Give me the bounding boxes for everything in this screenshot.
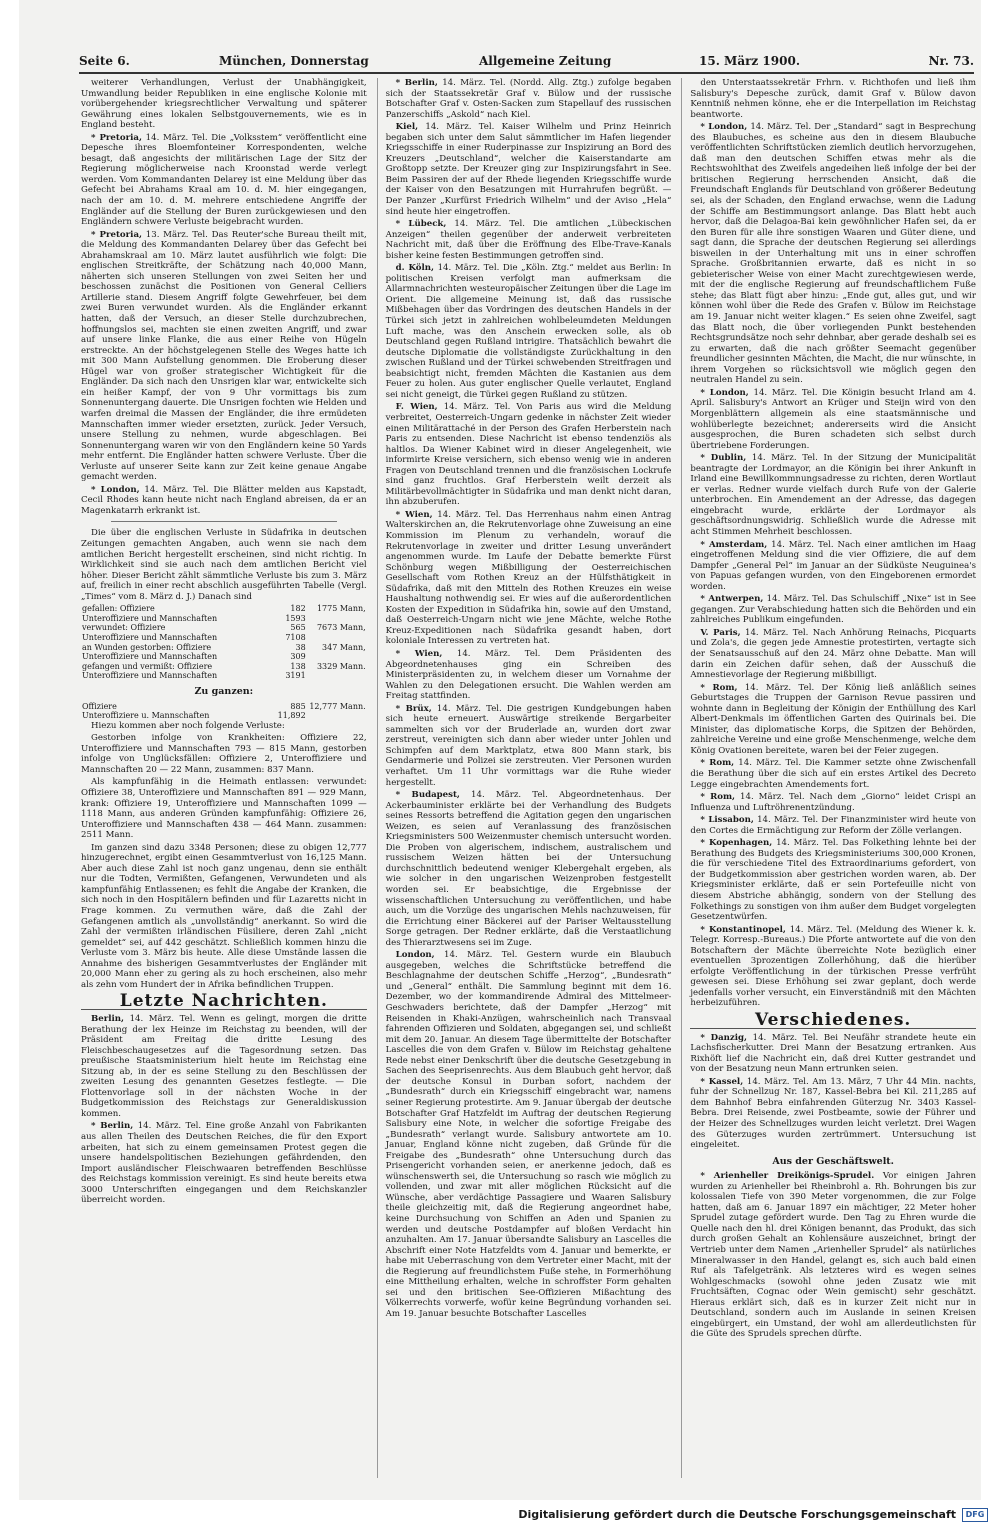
table-cell [307,633,367,643]
article-text: weiterer Verhandlungen, Verlust der Unabhängigkeit, Umwandlung beider Republiken in eine englische Kolonie mit vorübergehender kriegsrechtlicher Verwaltung und späterer Gewährung eines lokalen Selbstgouvernements, wie es in England besteht. [81,78,367,131]
article [386,219,672,261]
article [690,1033,976,1075]
issue-date: 15. März 1900. [699,54,801,68]
dateline: * Danzig, [700,1032,748,1043]
article [386,122,672,217]
dateline: * Wien, [395,648,443,659]
table-cell: Unteroffiziere und Mannschaften [82,613,218,623]
dateline: * Konstantinopel, [700,924,786,935]
table-cell: an Wunden gestorben: Offiziere [82,642,212,652]
table-cell: 565 [290,623,306,633]
totals-table [81,702,367,721]
table-cell [307,652,367,662]
article [386,263,672,400]
table-row [81,614,367,624]
dateline: * Antwerpen, [700,594,764,605]
dateline: * Pretoria, [91,229,143,240]
article-text: 14. März. Tel. Der „Standard“ sagt in Besprechung des Blaubuches, es scheine aus den in diesem Blaubuche veröffentlichten Schriftstücken ziemlich deutlich hervorzugehen, daß man den deutschen Schiffen etwas mehr als die Rechtswohlthat des Zweifels angedeihen ließ infolge der bei der britischen Regierung herrschenden Ansicht, daß die Freundschaft Englands für Deutschland von größerer Bedeutung sei, als der Schaden, den England erwachse, wenn die Ladung der Schiffe am Bestimmungsort anlange. Das Blatt hebt auch hervor, daß die Delagoa-Bai kein gewöhnlicher Hafen sei, da er den Buren für alle ihre sonstigen Waaren und Güter diene, und sagt dann, die Sprache der deutschen Regierung sei allerdings bisweilen in der Unterhaltung mit uns in einer schroffen Sprache. Großbritannien erwarte, daß es nicht in so gebieterischer Weise von einer Macht zurechtgewiesen werde, mit der die englische Regierung auf freundschaftlichem Fuße stehe; das Blatt fügt aber hinzu: „Ende gut, alles gut, und wir können wohl über die Rede des Grafen v. Bülow im Reichstage am 19. Januar nicht weiter klagen.“ Es seien ohne Zweifel, sagt das Blatt noch, die über vorliegenden Punkt bestehenden Rechtsgrundsätze noch sehr dehnbar, aber gerade deshalb sei es zu erwarten, daß die nach größter Seemacht gegenüber freundlicher gesinnten Mächten, die Macht, die nur wünschte, in ihrem Vorgehen so rücksichtsvoll wie möglich gegen den neutralen Handel zu sein. [690,122,977,386]
article-text: 14. März. Tel. Kaiser Wilhelm und Prinz Heinrich begaben sich unter dem Salut sämmtlicher im Hafen liegender Kriegsschiffe in einer Ruderpinasse zur Inspizirung an Bord des Kreuzers „Deutschland“, welcher die Kaiserstandarte am Großtopp setzte. Der Kreuzer ging zur Inspizirungsfahrt in See. Beim Passiren der auf der Rhede liegenden Kriegsschiffe wurde der Kaiser von den Besatzungen mit Hurrahrufen begrüßt. — Der Panzer „Kurfürst Friedrich Wilhelm“ und der Aviso „Hela“ sind heute hier eingetroffen. [385,122,672,217]
table-cell: 1593 [285,613,306,623]
article [81,133,367,228]
article-text: 14. März. Tel. Wenn es gelingt, morgen die dritte Berathung der lex Heinze im Reichstag zu beenden, will der Präsident am Freitag die dritte Lesung des Fleischbeschaugesetzes auf die Tagesordnung setzen. Das preußische Staatsministerium hielt heute im Reichstag eine Sitzung ab, in der es seine Stellung zu den Beschlüssen der zweiten Lesung des genannten Gesetzes festlegte. — Die Flottenvorlage soll in der nächsten Woche in der Budgetkommission des Reichstags zur Generaldiskussion kommen. [81,1013,367,1119]
table-cell: Unteroffiziere u. Mannschaften [82,711,210,721]
table-row [81,652,367,662]
article [690,815,976,836]
table-cell: 7673 Mann, [316,623,366,633]
table-cell [307,671,367,681]
table-cell: gefallen: Offiziere [82,604,155,614]
table-cell: Unteroffiziere und Mannschaften [82,652,218,662]
article [386,704,672,788]
dateline: Kiel, [395,122,419,133]
section-heading: Letzte Nachrichten. [81,996,367,1010]
dateline: * Budapest, [395,790,460,801]
article-text: 14. März. Tel. Nach Anhörung Reinachs, Picquarts und Zola's, die gegen jede Amnestie protestirten, vertagte sich der Senatsausschuß auf den 24. März ohne Debatte. Man will darin ein Zeichen dafür sehen, daß der Ausschuß die Amnestievorlage der Regierung mißbilligt. [690,627,977,681]
article-text: 14. März. Tel. Die Kammer setzte ohne Zwischenfall die Berathung über die sich auf ein erstes Artikel des Decreto Legge eingebrachten Amendements fort. [690,758,977,790]
column-3 [681,78,976,1478]
article-text: 14. März. Tel. Dem Präsidenten des Abgeordnetenhauses ging ein Schreiben des Ministerpräsidenten zu, in welchem dieser um Vornahme der Wahlen zu den Delegationen ersucht. Die Wahlen werden am Freitag stattfinden. [385,648,672,702]
table-cell: gefangen und vermißt: Offiziere [82,661,213,671]
dateline: * Pretoria, [91,132,142,143]
dfg-logo-icon: DFG [962,1508,988,1522]
dateline: * Rom, [700,758,735,769]
table-cell: 1775 Mann, [316,604,366,614]
table-cell: 3191 [285,671,306,681]
table-cell: Offiziere [82,701,117,711]
subsection-heading: Aus der Geschäftswelt. [772,1155,894,1167]
article [690,540,976,593]
article [690,453,976,537]
article [690,594,976,626]
table-subheading: Zu ganzen: [194,686,254,697]
article-text: 14. März. Tel. Gestern wurde ein Blaubuch ausgegeben, welches die Schriftstücke betreffend die Beschlagnahme der deutschen Schiffe „Herzog“, „Bundesrath“ und „General“ enthält. Die Sammlung beginnt mit dem 16. Dezember, wo der kommandirende Admiral des Mittelmeer-Geschwaders berichtete, daß der Dampfer „Herzog“ mit Reisenden in Khaki-Anzügen, wahrscheinlich nach Transvaal fahrenden Offizieren und Soldaten, abgegangen sei, und schließt mit dem 20. Januar. An diesem Tage übermittelte der Botschafter Lascelles die von dem Grafen v. Bülow im Reichstag gehaltene Rede nebst einer Denkschrift über die deutsche Gesetzgebung in Sachen des Seeprisenrechts. Aus dem Blaubuch geht hervor, daß der deutsche Konsul in Durban sofort, nachdem der „Bundesrath“ durch ein Kriegsschiff eingebracht war, namens seiner Regierung protestirte. Am 9. Januar übergab der deutsche Botschafter Graf Hatzfeldt im Auftrag der deutschen Regierung Salisbury eine Note, in welcher die sofortige Freigabe des „Bundesrath“ verlangt wurde. Salisbury antwortete am 10. Januar, England könne nicht zugeben, daß Gründe für die Freigabe des „Bundesrath“ ohne Untersuchung durch das Prisengericht vorhanden seien, er anerkenne jedoch, daß es wünschenswerth sei, die Untersuchung so rasch wie möglich zu vollenden, und zwar mit aller möglichen Rücksicht auf die Wünsche, aber verdächtige Passagiere und Waaren Salisbury theile gleichzeitig mit, daß die Regierung angeordnet habe, keine Durchsuchung von Schiffen an Aden und Spanien zu werden und deutsche Postdampfer auf bloßen Verdacht hin anzuhalten. Am 17. Januar übersandte Salisbury an Lascelles die Abschrift einer Note Hatzfeldts vom 4. Januar und bemerkte, er habe mit Ueberraschung von dem Vertreter einer Macht, mit der die Regierung auf freundlichstem Fuße stehe, in Formerhöhung eine Mittheilung erhalten, welche in schroffster Form gehalten sei und den britischen See-Offizieren Mißachtung des Völkerrechts vorwerfe, wofür keine Begründung vorhanden sei. Am 19. Januar besuchte Botschafter Lascelles [385,950,672,1319]
dateline: * Berlin, [91,1121,134,1132]
table-cell: 7108 [285,633,306,643]
article [690,758,976,790]
article [690,925,976,1009]
article-text: 14. März. Tel. Der Finanzminister wird heute von den Cortes die Ermächtigung zur Reform der Zölle verlangen. [690,815,977,836]
dateline: * Rom, [700,682,738,693]
article [386,78,672,120]
article-text: 14. März. Tel. Nach einer amtlichen im Haag eingetroffenen Meldung sind die vier Offiziere, die auf dem Dampfer „General Pel“ im Januar an der Südküste Neuguinea's von Papuas gefangen wurden, von den Eingeborenen ermordet worden. [690,539,977,592]
article-text: 14. März. Tel. Das Folkething lehnte bei der Berathung des Budgets des Kriegsministeriums 300,000 Kronen, die für verschiedene Titel des Extraordinariums gefordert, von der Budgetkommission aber gestrichen worden waren, ab. Der Kriegsminister erklärte, daß er sein Portefeuille nicht von diesem Abstriche abhängig, sondern von der Stellung des Folkethings zu sonstigen von ihm außer dem Budget vorgelegten Gesetzentwürfen. [690,838,977,923]
table-cell: Unteroffiziere und Mannschaften [82,671,218,681]
table-cell: 12,777 Mann. [309,701,366,711]
article [690,628,976,681]
columns [81,78,976,1478]
article-text: 14. März. Tel. Das Herrenhaus nahm einen Antrag Walterskirchen an, die Rekrutenvorlage ohne Zuweisung an eine Kommission im Plenum zu verhandeln, worauf die Rekrutenvorlage in zweiter und dritter Lesung unverändert angenommen wurde. Im Laufe der Debatte bemerkte Fürst Schönburg wegen Mißbilligung der Oesterreichischen Gesellschaft vom Rothen Kreuz an der Hülfsthätigkeit in Südafrika, daß mit den Mitteln des Rothen Kreuzes ein weise Haushaltung nothwendig sei. Er wies auf die außerordentlichen Kosten der Expedition in Südafrika hin, sowie auf den Umstand, daß Oesterreich-Ungarn nicht wie jene Mächte, welche Rothe Kreuz-Expeditionen nach Südafrika gesandt haben, dort koloniale Interessen zu vertreten hat. [385,509,672,647]
table-cell [307,614,367,624]
article-text: Im ganzen sind dazu 3348 Personen; diese zu obigen 12,777 hinzugerechnet, ergibt einen Gesammtverlust von 16,125 Mann. Aber auch diese Zahl ist noch ganz ungenau, denn sie enthält nur die Todten, Vermißten, Gefangenen, Verwundeten und als kampfunfähig Entlassenen; es fehlt die Angabe der Kranken, die sich noch in den Hospitälern befinden und für Lazaretts nicht in Frage kommen. Zu vermuthen wäre, daß die Zahl der Gefangenen amtlich als „unvollständig“ anerkannt. So wird die Zahl der vermißten irländischen Füsiliere, deren Zahl „nicht gemeldet“ sei, auf 442 geschätzt. Schließlich kommen hinzu die Verluste vom 3. März bis heute. Alle diese Umstände lassen die Annahme des bisherigen Gesammtverlustes der Engländer mit 20,000 Mann eher zu gering als zu hoch erscheinen, also mehr als zehn vom Hundert der in Afrika befindlichen Truppen. [81,842,367,990]
losses-table [81,604,367,681]
table-cell [307,711,367,721]
table-cell: 885 [290,701,306,711]
table-row [81,711,367,721]
dateline: F. Wien, [395,402,438,413]
article-text: 14. März. Tel. Von Paris aus wird die Meldung verbreitet, Oesterreich-Ungarn gedenke in nächster Zeit wieder einen Militärattaché in der Person des Grafen Herberstein nach Paris zu entsenden. Diese Nachricht ist ebenso tendenziös als haltlos. Da Wiener Kabinet wird in dieser Angelegenheit, wie informirte Kreise versichern, sich ebenso wenig wie in anderen Fragen von Deutschland trennen und die französischen Lockrufe sind ganz fruchtlos. Graf Herberstein weilt derzeit als Militärbevollmächtigter in Südafrika und man denkt nicht daran, ihn abzuberufen. [385,402,672,508]
article-text: 14. März. Tel. Eine große Anzahl von Fabrikanten aus allen Theilen des Deutschen Reiches, die für den Export arbeiten, hat sich zu einem gemeinsamen Protest gegen die unsere handelspolitischen Beziehungen gefährdenden, den Import ausländischer Fleischwaaren betreffenden Beschlüsse des Reichstags kommission vereinigt. Es sind heute bereits etwa 3000 Unterschriften eingegangen und dem Reichskanzler überreicht worden. [81,1121,367,1206]
divider [111,521,337,522]
dateline: * London, [700,387,749,398]
place-day: München, Donnerstag [219,54,369,68]
dateline: * Amsterdam, [700,539,768,550]
article-text: Als kampfunfähig in die Heimath entlassen: verwundet: Offiziere 38, Unteroffiziere und Mannschaften 891 — 929 Mann, krank: Offiziere 19, Unteroffiziere und Mannschaften 1099 — 1118 Mann, aus anderen Gründen kampfunfähig: Offiziere 26, Unteroffiziere und Mannschaften 438 — 464 Mann. zusammen: 2511 Mann. [81,777,367,841]
digitization-footer [0,1500,1000,1528]
table-row [81,671,367,681]
page-number: Seite 6. [79,54,130,68]
newspaper-page [19,0,981,1500]
article-text: 14. März. Tel. Die gestrigen Kundgebungen haben sich heute erneuert. Auswärtige streikende Bergarbeiter sammelten sich vor der Bruderlade an, wurden dort zwar zerstreut, vereinigten sich dann aber wieder unter Johlen und Schimpfen auf dem Marktplatz, etwa 800 Mann stark, bis Gendarmerie und Polizei sie zerstreuten. Vier Personen wurden verhaftet. Um 11 Uhr vormittags war die Ruhe wieder hergestellt. [385,703,672,788]
article-text: Gestorben infolge von Krankheiten: Offiziere 22, Unteroffiziere und Mannschaften 793 — 815 Mann, gestorben infolge von Unglücksfällen: Offiziere 2, Unteroffiziere und Mannschaften 20 — 22 Mann, zusammen: 837 Mann. [81,733,367,775]
article-text: 14. März. Tel. Der König ließ anläßlich seines Geburtstages die Truppen der Garnison Revue passiren und wohnte dann in Begleitung der Königin der Enthüllung des Karl Albert-Denkmals im öffentlichen Garten des Quirinals bei. Die Minister, das diplomatische Korps, die Spitzen der Behörden, zahlreiche Vereine und eine große Menschenmenge, welche dem König Ovationen bereitete, waren bei der Feier zugegen. [690,682,977,756]
article-text: 13. März. Tel. Das Reuter'sche Bureau theilt mit, die Meldung des Kommandanten Delarey über das Gefecht bei Abrahamskraal am 10. März lautet ausführlich wie folgt: Die englischen Streitkräfte, der Schätzung nach 40,000 Mann, näherten sich unseren Stellungen von zwei Seiten her und beschossen zunächst die Positionen von General Celliers Artillerie stand. Diesem Angriff folgte Gewehrfeuer, bei dem zwei Buren verwundet wurden. Als die Engländer erkannt hatten, daß der Versuch, an dieser Stelle durchzubrechen, hoffnungslos sei, machten sie einen zweiten Angriff, und zwar auf unsere linke Flanke, die aus einer Reihe von Hügeln erstreckte. An der höchstgelegenen Stelle des Weges hatte ich mit 300 Mann Aufstellung genommen. Die Eroberung dieser Hügel war von großer strategischer Wichtigkeit für die Engländer. Da sich nach den Unsrigen klar war, entwickelte sich ein heißer Kampf, der von 9 Uhr vormittags bis zum Sonnenuntergang dauerte. Die Unsrigen fochten wie Helden und warfen dreimal die Massen der Engländer, die ihre ermüdeten Mannschaften immer wieder ersetzten, zurück. Jeder Versuch, unsere Stellung zu nehmen, wurde abgeschlagen. Bei Sonnenuntergang waren wir von den Engländern keine 50 Yards mehr entfernt. Die Engländer hatten schwere Verluste. Über die Verluste auf unserer Seite kann zur Zeit keine genaue Angabe gemacht werden. [81,229,367,483]
table-row [81,604,367,614]
article-text: 14. März. Tel. Am 13. März, 7 Uhr 44 Min. nachts, fuhr der Schnellzug Nr. 187, Kassel-Bebra bei Kil. 211,285 auf dem Bahnhof Bebra einfahrenden Güterzug Nr. 3403 Kassel-Bebra. Drei Reisende, zwei Postbeamte, sowie der Führer und der Heizer des Schnellzuges wurden leicht verletzt. Drei Wagen des Güterzuges wurden zertrümmert. Untersuchung ist eingeleitet. [690,1076,977,1151]
dateline: * Lübeck, [395,219,447,230]
dateline: * London, [91,484,140,495]
dateline: * Rom, [700,792,736,803]
table-cell: 38 [295,642,306,652]
dateline: * Dublin, [700,453,747,464]
article [81,485,367,517]
dateline: * Berlin, [395,78,438,88]
article [386,510,672,647]
table-row [81,662,367,672]
article-text: 14. März. Tel. (Nordd. Allg. Ztg.) zufolge begaben sich der Staatssekretär Graf v. Bülow und der russische Botschafter Graf v. Osten-Sacken zum Stapellauf des russischen Panzerschiffs „Askold“ nach Kiel. [385,78,672,120]
table-cell: 309 [290,652,306,662]
article [690,1171,976,1340]
funding-credit: Digitalisierung gefördert durch die Deutsche Forschungsgemeinschaft [518,1508,956,1521]
dateline: V. Paris, [700,627,741,638]
table-cell: 138 [290,661,306,671]
article-text: 14. März. Tel. In der Sitzung der Municipalität beantragte der Lordmayor, an die Königin bei ihrer Ankunft in Irland eine Bewillkommnungsadresse zu richten, deren Wortlaut er verlas. Redner wurde vielfach durch Rufe von der Galerie unterbrochen. Ein Amendement an der Adresse, das dagegen eingebracht wurde, erklärte der Lordmayor als geschäftsordnungswidrig. Schließlich wurde die Adresse mit acht Stimmen Mehrheit beschlossen. [690,453,977,537]
table-cell: 11,892 [277,711,306,721]
table-cell: verwundet: Offiziere [82,623,166,633]
article-text: 14. März. Tel. Bei Neufähr strandete heute ein Lachsfischerkutter. Drei Mann der Besatzung ertranken. Aus Rixhöft lief die Nachricht ein, daß drei Kutter gestrandet und von der Besatzung neun Mann ertrunken seien. [690,1032,977,1075]
dateline: Berlin, [91,1013,125,1024]
article [386,649,672,702]
article-text: Vor einigen Jahren wurden zu Arienheller bei Rheinbrohl a. Rh. Bohrungen bis zur kolossalen Tiefe von 390 Meter vorgenommen, die zur Folge hatten, daß am 6. Januar 1897 ein mächtiger, 22 Meter hoher Sprudel zutage gefördert wurde. Den Tag zu Ehren wurde die Quelle nach den hl. drei Königen benannt, das Produkt, das sich durch großen Gehalt an Kohlensäure auszeichnet, bringt der Vertrieb unter dem Namen „Arienheller Sprudel“ als natürliches Mineralwasser in den Handel, gelangt es, sich auch bald einen Ruf als Tafelgetränk. Als letzteres wird es wegen seines Wohlgeschmacks (sowohl ohne jeden Zusatz wie mit Fruchtsäften, Cognac oder Wein gemischt) sehr geschätzt. Hieraus erklärt sich, daß es in kurzer Zeit nicht nur in Deutschland, sondern auch im Auslande in seinen Kreisen eingebürgert, ein Umstand, der wohl am allerdeutlichsten für die Güte des Sprudels sprechen dürfte. [690,1171,977,1340]
section-heading: Verschiedenes. [690,1015,976,1029]
article-text: 14. März. Tel. Die amtlichen „Lübeckischen Anzeigen“ theilen gegenüber der anderweit verbreiteten Nachricht mit, daß über die Eröffnung des Elbe-Trave-Kanals bisher keine festen Bestimmungen getroffen sind. [385,219,672,261]
article-text: 14. März. Tel. (Meldung des Wiener k. k. Telegr. Korresp.-Bureaus.) Die Pforte antwortete auf die von den Botschaftern der Mächte überreichte Note bezüglich einer eventuellen 3prozentigen Zollerhöhung, daß die hierüber erfolgte Veröffentlichung in der türkischen Presse verfrüht gewesen sei. Diese Erhöhung sei zwar geplant, doch werde jedenfalls vorher versucht, ein Einverständniß mit den Mächten herbeizuführen. [690,924,977,1009]
dateline: * Lissabon, [700,815,754,826]
article-text: Hiezu kommen aber noch folgende Verluste: [91,720,285,731]
column-1 [81,78,367,1478]
dateline: * Brüx, [395,703,432,714]
dateline: London, [395,950,435,961]
article-text: 14. März. Tel. Die Königin besucht Irland am 4. April. Salisbury's Antwort an Krüger und Steijn wird von den Morgenblättern allgemein als eine staatsmännische und wohlüberlegte bezeichnet; andererseits wird die Ansicht ausgesprochen, die Buren schadeten sich selbst durch übertriebene Forderungen. [690,387,977,451]
dateline: * Kassel, [700,1076,744,1087]
table-row [81,633,367,643]
table-cell: 3329 Mann. [316,661,366,671]
article-text: 14. März. Tel. Die „Köln. Ztg.“ meldet aus Berlin: In politischen Kreisen verfolgt man aufmerksam die Allarmnachrichten westeuropäischer Zeitungen über die Lage im Orient. Die allgemeine Meinung ist, daß das russische Mißbehagen über das Vordringen des deutschen Handels in der Türkei sich jetzt in zahlreichen wohlbeleumdeten Meldungen Luft mache, was den Anschein erwecken solle, als ob Deutschland gegen Rußland intrigire. Thatsächlich bewahrt die deutsche Diplomatie die vollständigste Zurückhaltung in den zwischen Rußland und der Türkei schwebenden Streitfragen und beabsichtigt nicht, fremden Mächten die Kastanien aus dem Feuer zu holen. Aus guter englischer Quelle verlautet, England sei nicht geneigt, die Türkei gegen Rußland zu stützen. [385,263,672,400]
issue-number: Nr. 73. [928,54,974,68]
article [386,402,672,507]
table-row [81,643,367,653]
article [81,1121,367,1205]
article-text: Die über die englischen Verluste in Südafrika in deutschen Zeitungen gemachten Angaben, auch wenn sie nach dem amtlichen Bericht hergestellt erscheinen, sind nicht richtig. In Wirklichkeit sind sie auch nach dem amtlichen Bericht viel höher. Dieser Bericht zählt sämmtliche Verluste bis zum 3. März auf, freilich in einer recht abschlich ausgeführten Tabelle (Vergl. „Times“ vom 8. März d. J.) Danach sind [81,528,367,602]
article [386,950,672,1319]
article [690,122,976,386]
article [690,792,976,813]
dateline: * Wien, [395,509,433,520]
article [690,1077,976,1151]
newspaper-title: Allgemeine Zeitung [479,54,612,68]
article-text: 14. März. Tel. Die Blätter melden aus Kapstadt, Cecil Rhodes kann heute nicht nach England abreisen, da er an Magenkatarrh erkrankt ist. [81,484,367,516]
dateline: * Kopenhagen, [700,838,773,849]
article [386,790,672,948]
article-text: den Unterstaatssekretär Frhrn. v. Richthofen und ließ ihm Salisbury's Depesche zurück, damit Graf v. Bülow davon Kenntniß nehmen könne, ehe er die Interpellation im Reichstag beantworte. [690,78,977,120]
article-text: 14. März. Tel. Nach dem „Giorno“ leidet Crispi an Influenza und Luftröhrenentzündung. [690,792,977,813]
column-2 [377,78,672,1478]
article [690,838,976,922]
dateline: * London, [700,122,748,133]
table-cell: Unteroffiziere und Mannschaften [82,633,218,643]
dateline: * Arienheller Dreikönigs-Sprudel. [700,1171,875,1182]
article [81,1014,367,1119]
page-header [79,54,974,74]
article-text: 14. März. Tel. Abgeordnetenhaus. Der Ackerbauminister erklärte bei der Verhandlung des Budgets seines Ressorts betreffend die Agitation gegen den ungarischen Weizen, es seien auf Veranlassung des französischen Kriegsministers 500 Weizenmuster chemisch untersucht worden. Die Proben von algerischem, indischem, australischem und russischem Weizen hätten bei der Untersuchung durchschnittlich bedeutend weniger Klebergehalt ergeben, als wie solcher in den ungarischen Weizenproben festgestellt worden sei. Er beabsichtige, die Ergebnisse der wissenschaftlichen Untersuchung zu veröffentlichen, und habe auch, um die Vorzüge des ungarischen Mehls nachzuweisen, für die Errichtung einer Bäckerei auf der Pariser Weltausstellung Sorge getragen. Der Redner erklärte, daß die Verstaatlichung des Thierarztwesens sei im Zuge. [385,790,672,948]
article [690,683,976,757]
table-row [81,623,367,633]
dateline: d. Köln, [395,263,435,274]
article-text: 14. März. Tel. Das Schulschiff „Nixe“ ist in See gegangen. Zur Verabschiedung hatten sich die Behörden und ein zahlreiches Publikum eingefunden. [690,594,977,626]
article-text: 14. März. Tel. Die „Volksstem“ veröffentlicht eine Depesche ihres Bloemfonteiner Korrespondenten, welche besagt, daß angesichts der militärischen Lage der Sitz der Regierung möglicherweise nach Kroonstad werde verlegt werden. Vom Kommandanten Delarey ist eine Meldung über das Gefecht bei Abrahams Kraal am 10. d. M. hier eingegangen, nach der am 10. d. M. mehrere entschiedene Angriffe der Engländer auf die Stellung der Buren zurückgewiesen und den Engländern schwere Verluste beigebracht wurden. [81,132,367,228]
table-cell: 347 Mann, [322,642,366,652]
article [81,230,367,483]
table-cell: 182 [290,604,306,614]
article [690,388,976,451]
table-row [81,702,367,712]
